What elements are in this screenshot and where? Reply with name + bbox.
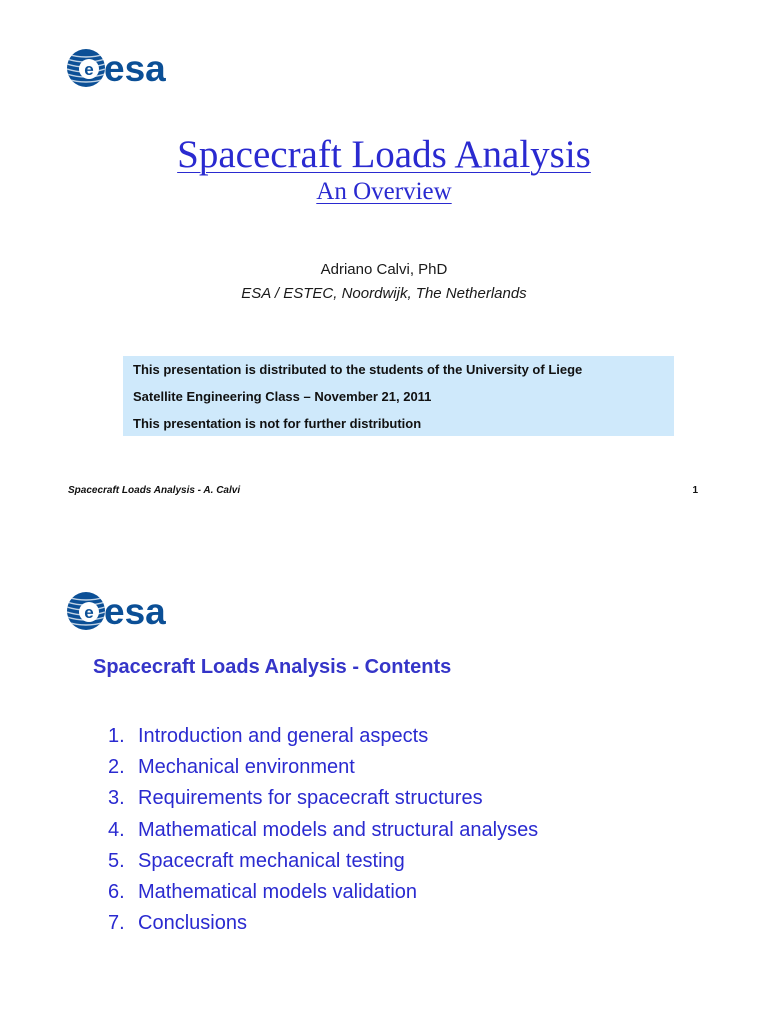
list-item [108, 723, 538, 754]
item-number: 1. [108, 725, 125, 747]
notice-line: Satellite Engineering Class – November 21, 2011 [133, 389, 432, 404]
esa-globe-icon [66, 591, 106, 631]
item-label: Requirements for spacecraft structures [138, 787, 483, 810]
list-item [108, 848, 538, 879]
presentation-subtitle: An Overview [316, 178, 452, 205]
esa-logo [66, 591, 166, 631]
list-item [108, 785, 538, 816]
item-label: Spacecraft mechanical testing [138, 849, 405, 872]
author-name: Adriano Calvi, PhD [320, 261, 448, 278]
slide-2 [0, 560, 768, 1024]
item-number: 5. [108, 849, 125, 872]
item-label: Mathematical models validation [138, 880, 418, 903]
list-item [108, 754, 538, 785]
item-label: Introduction and general aspects [138, 725, 429, 747]
item-number: 4. [108, 818, 125, 841]
notice-line: This presentation is not for further distribution [133, 416, 422, 431]
item-number: 6. [108, 880, 125, 903]
distribution-notice [123, 356, 674, 436]
presentation-title: Spacecraft Loads Analysis [177, 133, 591, 176]
svg-text:e: e [84, 603, 94, 622]
item-number: 3. [108, 787, 125, 810]
contents-heading: Spacecraft Loads Analysis - Contents [93, 656, 452, 678]
slide-footer: Spacecraft Loads Analysis - A. Calvi [68, 485, 241, 496]
item-label: Mathematical models and structural analyses [138, 818, 539, 841]
esa-globe-icon [66, 48, 106, 88]
list-item [108, 879, 538, 910]
logo-wordmark: esa [104, 47, 166, 89]
item-label: Mechanical environment [138, 756, 355, 779]
item-number: 2. [108, 756, 125, 779]
page-number: 1 [692, 485, 698, 496]
list-item [108, 817, 538, 848]
list-item [108, 910, 538, 941]
svg-text:e: e [84, 60, 94, 79]
logo-wordmark: esa [104, 590, 166, 632]
esa-logo [66, 48, 166, 88]
notice-line: This presentation is distributed to the students of the University of Liege [133, 362, 583, 377]
contents-list [108, 723, 538, 941]
author-affiliation: ESA / ESTEC, Noordwijk, The Netherlands [241, 285, 527, 302]
item-number: 7. [108, 912, 125, 935]
item-label: Conclusions [138, 912, 247, 935]
